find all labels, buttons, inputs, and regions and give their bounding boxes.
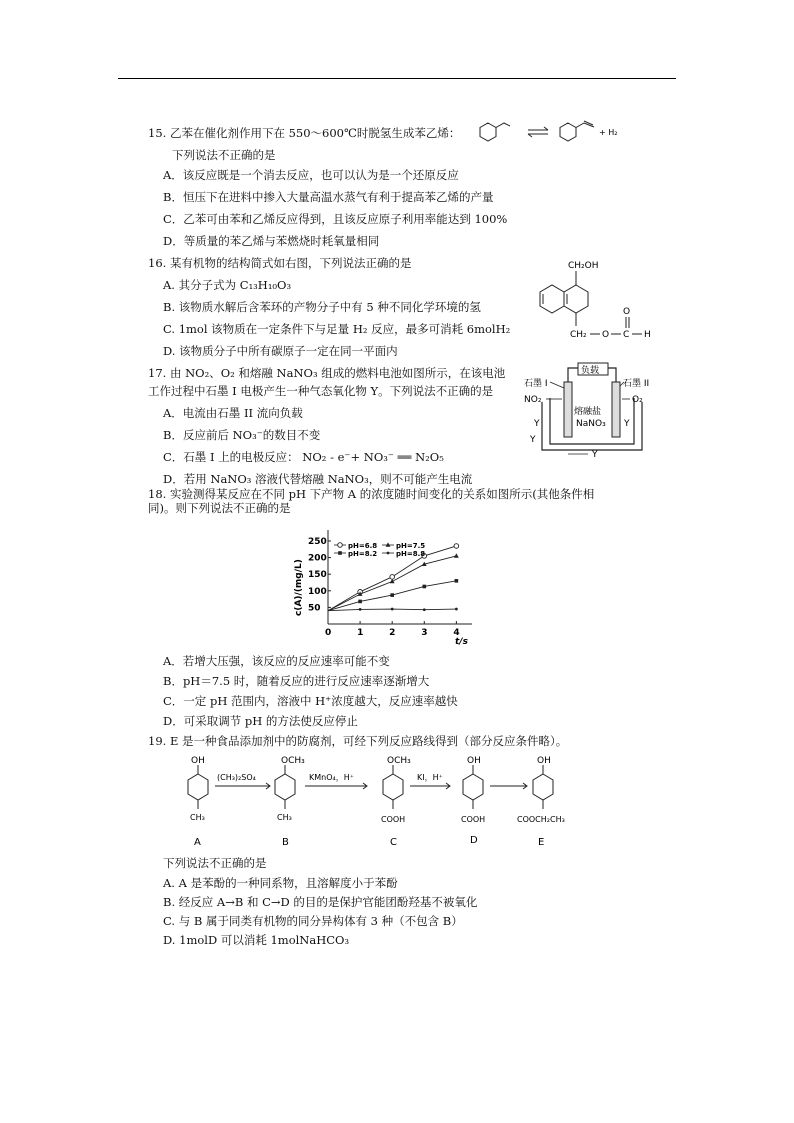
ring-b	[275, 774, 295, 800]
c-och3: OCH₃	[387, 756, 411, 766]
data-point	[423, 608, 426, 611]
label-e: E	[538, 837, 545, 848]
y-label-bottom: Y	[592, 450, 598, 460]
data-point	[454, 553, 459, 557]
styrene-ring	[560, 123, 576, 141]
legend-label: pH=7.5	[396, 542, 426, 550]
q19-question: 下列说法不正确的是	[163, 856, 267, 870]
q18-option-d: D．可采取调节 pH 的方法使反应停止	[163, 714, 358, 728]
a-ch3: CH₃	[190, 813, 205, 822]
concentration-chart	[290, 528, 480, 648]
q18-line2: 同)。则下列说法不正确的是	[148, 501, 291, 515]
e-ester: COOCH₂CH₃	[517, 815, 565, 824]
carbonyl-o-label: O	[623, 307, 631, 317]
load-label: 负载	[581, 366, 600, 376]
q16-option-a: A. 其分子式为 C₁₃H₁₀O₃	[163, 278, 292, 292]
y-tick-label: 200	[308, 553, 327, 564]
reagent-1: (CH₃)₂SO₄	[217, 773, 256, 782]
y-tick-label: 50	[308, 603, 321, 614]
q16-option-d: D. 该物质分子中所有碳原子一定在同一平面内	[163, 344, 398, 358]
q19-option-c: C. 与 B 属于同类有机物的同分异构体有 3 种（不包含 B）	[163, 914, 463, 928]
q15-stem: 15. 乙苯在催化剂作用下在 550～600℃时脱氢生成苯乙烯：	[148, 126, 461, 140]
q19-stem: 19. E 是一种食品添加剂中的防腐剂，可经下列反应路线得到（部分反应条件略）。	[148, 734, 568, 748]
ethyl-chain	[496, 123, 510, 128]
label-c: C	[390, 837, 397, 848]
y-tick-label: 150	[308, 570, 327, 581]
q16-option-b: B. 该物质水解后含苯环的产物分子中有 5 种不同化学环境的氢	[163, 300, 481, 314]
data-point	[338, 551, 342, 555]
series-line	[328, 556, 456, 611]
y-tick-label: 250	[308, 536, 327, 547]
no2-label: NO₂	[524, 395, 542, 405]
q17-line2: 工作过程中石墨 I 电极产生一种气态氧化物 Y。下列说法不正确的是	[148, 384, 494, 398]
data-point	[422, 585, 426, 589]
data-point	[387, 552, 390, 555]
series-3	[328, 608, 458, 611]
reagent-3: KI，H⁺	[417, 773, 443, 782]
naphthalene-ring-left	[540, 285, 564, 313]
q15-question: 下列说法不正确的是	[172, 148, 276, 162]
y-label-left2: Y	[530, 435, 536, 445]
label-a: A	[194, 837, 201, 848]
legend-label: pH=8.8	[396, 550, 426, 558]
q15-h2: + H₂	[599, 128, 618, 137]
data-point	[359, 608, 362, 611]
q16-option-c: C. 1mol 该物质在一定条件下与足量 H₂ 反应，最多可消耗 6molH₂	[163, 322, 511, 336]
q15-option-a: A．该反应既是一个消去反应，也可以认为是一个还原反应	[163, 168, 459, 182]
q17-option-a: A．电流由石墨 II 流向负载	[163, 406, 303, 420]
q19-option-b: B. 经反应 A→B 和 C→D 的目的是保护官能团酚羟基不被氧化	[163, 895, 478, 909]
q19-option-a: A. A 是苯酚的一种同系物，且溶解度小于苯酚	[163, 876, 398, 890]
series-2	[328, 579, 458, 611]
graphite1-electrode	[564, 382, 572, 437]
data-point	[455, 579, 459, 583]
data-point	[390, 593, 394, 597]
o2-label: O₂	[632, 395, 643, 405]
data-point	[391, 608, 394, 611]
ring-e	[533, 774, 553, 800]
graphite2-label: 石墨 II	[623, 379, 650, 389]
data-point	[338, 543, 343, 548]
x-tick-label: 2	[389, 628, 396, 638]
q18-option-c: C．一定 pH 范围内，溶液中 H⁺浓度越大，反应速率越快	[163, 694, 458, 708]
ring-c	[383, 774, 403, 800]
salt-label1: 熔融盐	[574, 407, 602, 417]
salt-label2: NaNO₃	[576, 419, 606, 429]
q17-option-c: C．石墨 I 上的电极反应： NO₂ - e⁻+ NO₃⁻ ══ N₂O₅	[163, 450, 444, 464]
b-ch3: CH₃	[277, 813, 292, 822]
b-och3: OCH₃	[281, 756, 305, 766]
q18-line1: 18. 实验测得某反应在不同 pH 下产物 A 的浓度随时间变化的关系如图所示(其他条件相	[148, 487, 595, 501]
q15-option-d: D．等质量的苯乙烯与苯燃烧时耗氧量相同	[163, 234, 380, 248]
data-point	[455, 608, 458, 611]
ch2oh-label: CH₂OH	[568, 261, 599, 271]
data-point	[386, 542, 391, 546]
o-label: O	[602, 330, 610, 340]
q16-stem: 16. 某有机物的结构简式如右图，下列说法正确的是	[148, 256, 412, 270]
legend-label: pH=8.2	[348, 550, 378, 558]
y-label-right: Y	[624, 419, 630, 429]
ch2-label: CH₂	[570, 330, 587, 340]
x-tick-label: 3	[421, 628, 428, 638]
d-cooh: COOH	[461, 815, 486, 824]
legend-label: pH=6.8	[348, 542, 378, 550]
header-rule	[118, 78, 676, 79]
c-label: C	[623, 330, 630, 340]
q17-option-b: B．反应前后 NO₃⁻的数目不变	[163, 428, 321, 442]
q19-option-d: D. 1molD 可以消耗 1molNaHCO₃	[163, 933, 350, 947]
vinyl-chain	[576, 123, 594, 128]
q18-option-a: A．若增大压强，该反应的反应速率可能不变	[163, 654, 390, 668]
q16-structure	[530, 258, 665, 348]
series-1	[328, 553, 459, 610]
x-tick-label: 1	[357, 628, 364, 638]
ring-d	[463, 774, 483, 800]
q17-line1: 17. 由 NO₂、O₂ 和熔融 NaNO₃ 组成的燃料电池如图所示，在该电池	[148, 366, 506, 380]
d-oh: OH	[467, 756, 481, 766]
naphthalene-ring-right	[564, 285, 588, 313]
chart-ylabel: c(A)/(mg/L)	[294, 559, 304, 616]
graphite2-electrode	[612, 382, 620, 437]
graphite1-label: 石墨 I	[524, 379, 548, 389]
h-label: H	[644, 330, 651, 340]
label-d: D	[470, 835, 478, 846]
q15-option-c: C．乙苯可由苯和乙烯反应得到，且该反应原子利用率能达到 100%	[163, 212, 508, 226]
q17-option-d: D．若用 NaNO₃ 溶液代替熔融 NaNO₃，则不可能产生电流	[163, 472, 473, 486]
data-point	[390, 575, 395, 580]
data-point	[454, 544, 459, 549]
x-tick-label: 0	[325, 628, 332, 638]
chart-xlabel: t/s	[455, 637, 468, 647]
q18-option-b: B．pH＝7.5 时，随着反应的进行反应速率逐渐增大	[163, 674, 430, 688]
data-point	[358, 600, 362, 604]
label-b: B	[282, 837, 289, 848]
ring-a	[188, 774, 208, 800]
x-tick-label: 4	[453, 628, 460, 638]
e-oh: OH	[537, 756, 551, 766]
ethylbenzene-ring	[480, 123, 496, 141]
q15-reaction-scheme	[472, 118, 642, 148]
fuel-cell-diagram	[520, 362, 660, 460]
y-tick-label: 100	[308, 586, 327, 597]
a-oh: OH	[191, 756, 205, 766]
y-label-left: Y	[534, 419, 540, 429]
c-cooh: COOH	[381, 815, 406, 824]
synthesis-route	[165, 752, 595, 852]
q15-option-b: B．恒压下在进料中掺入大量高温水蒸气有利于提高苯乙烯的产量	[163, 190, 494, 204]
reagent-2: KMnO₄，H⁺	[309, 773, 354, 782]
